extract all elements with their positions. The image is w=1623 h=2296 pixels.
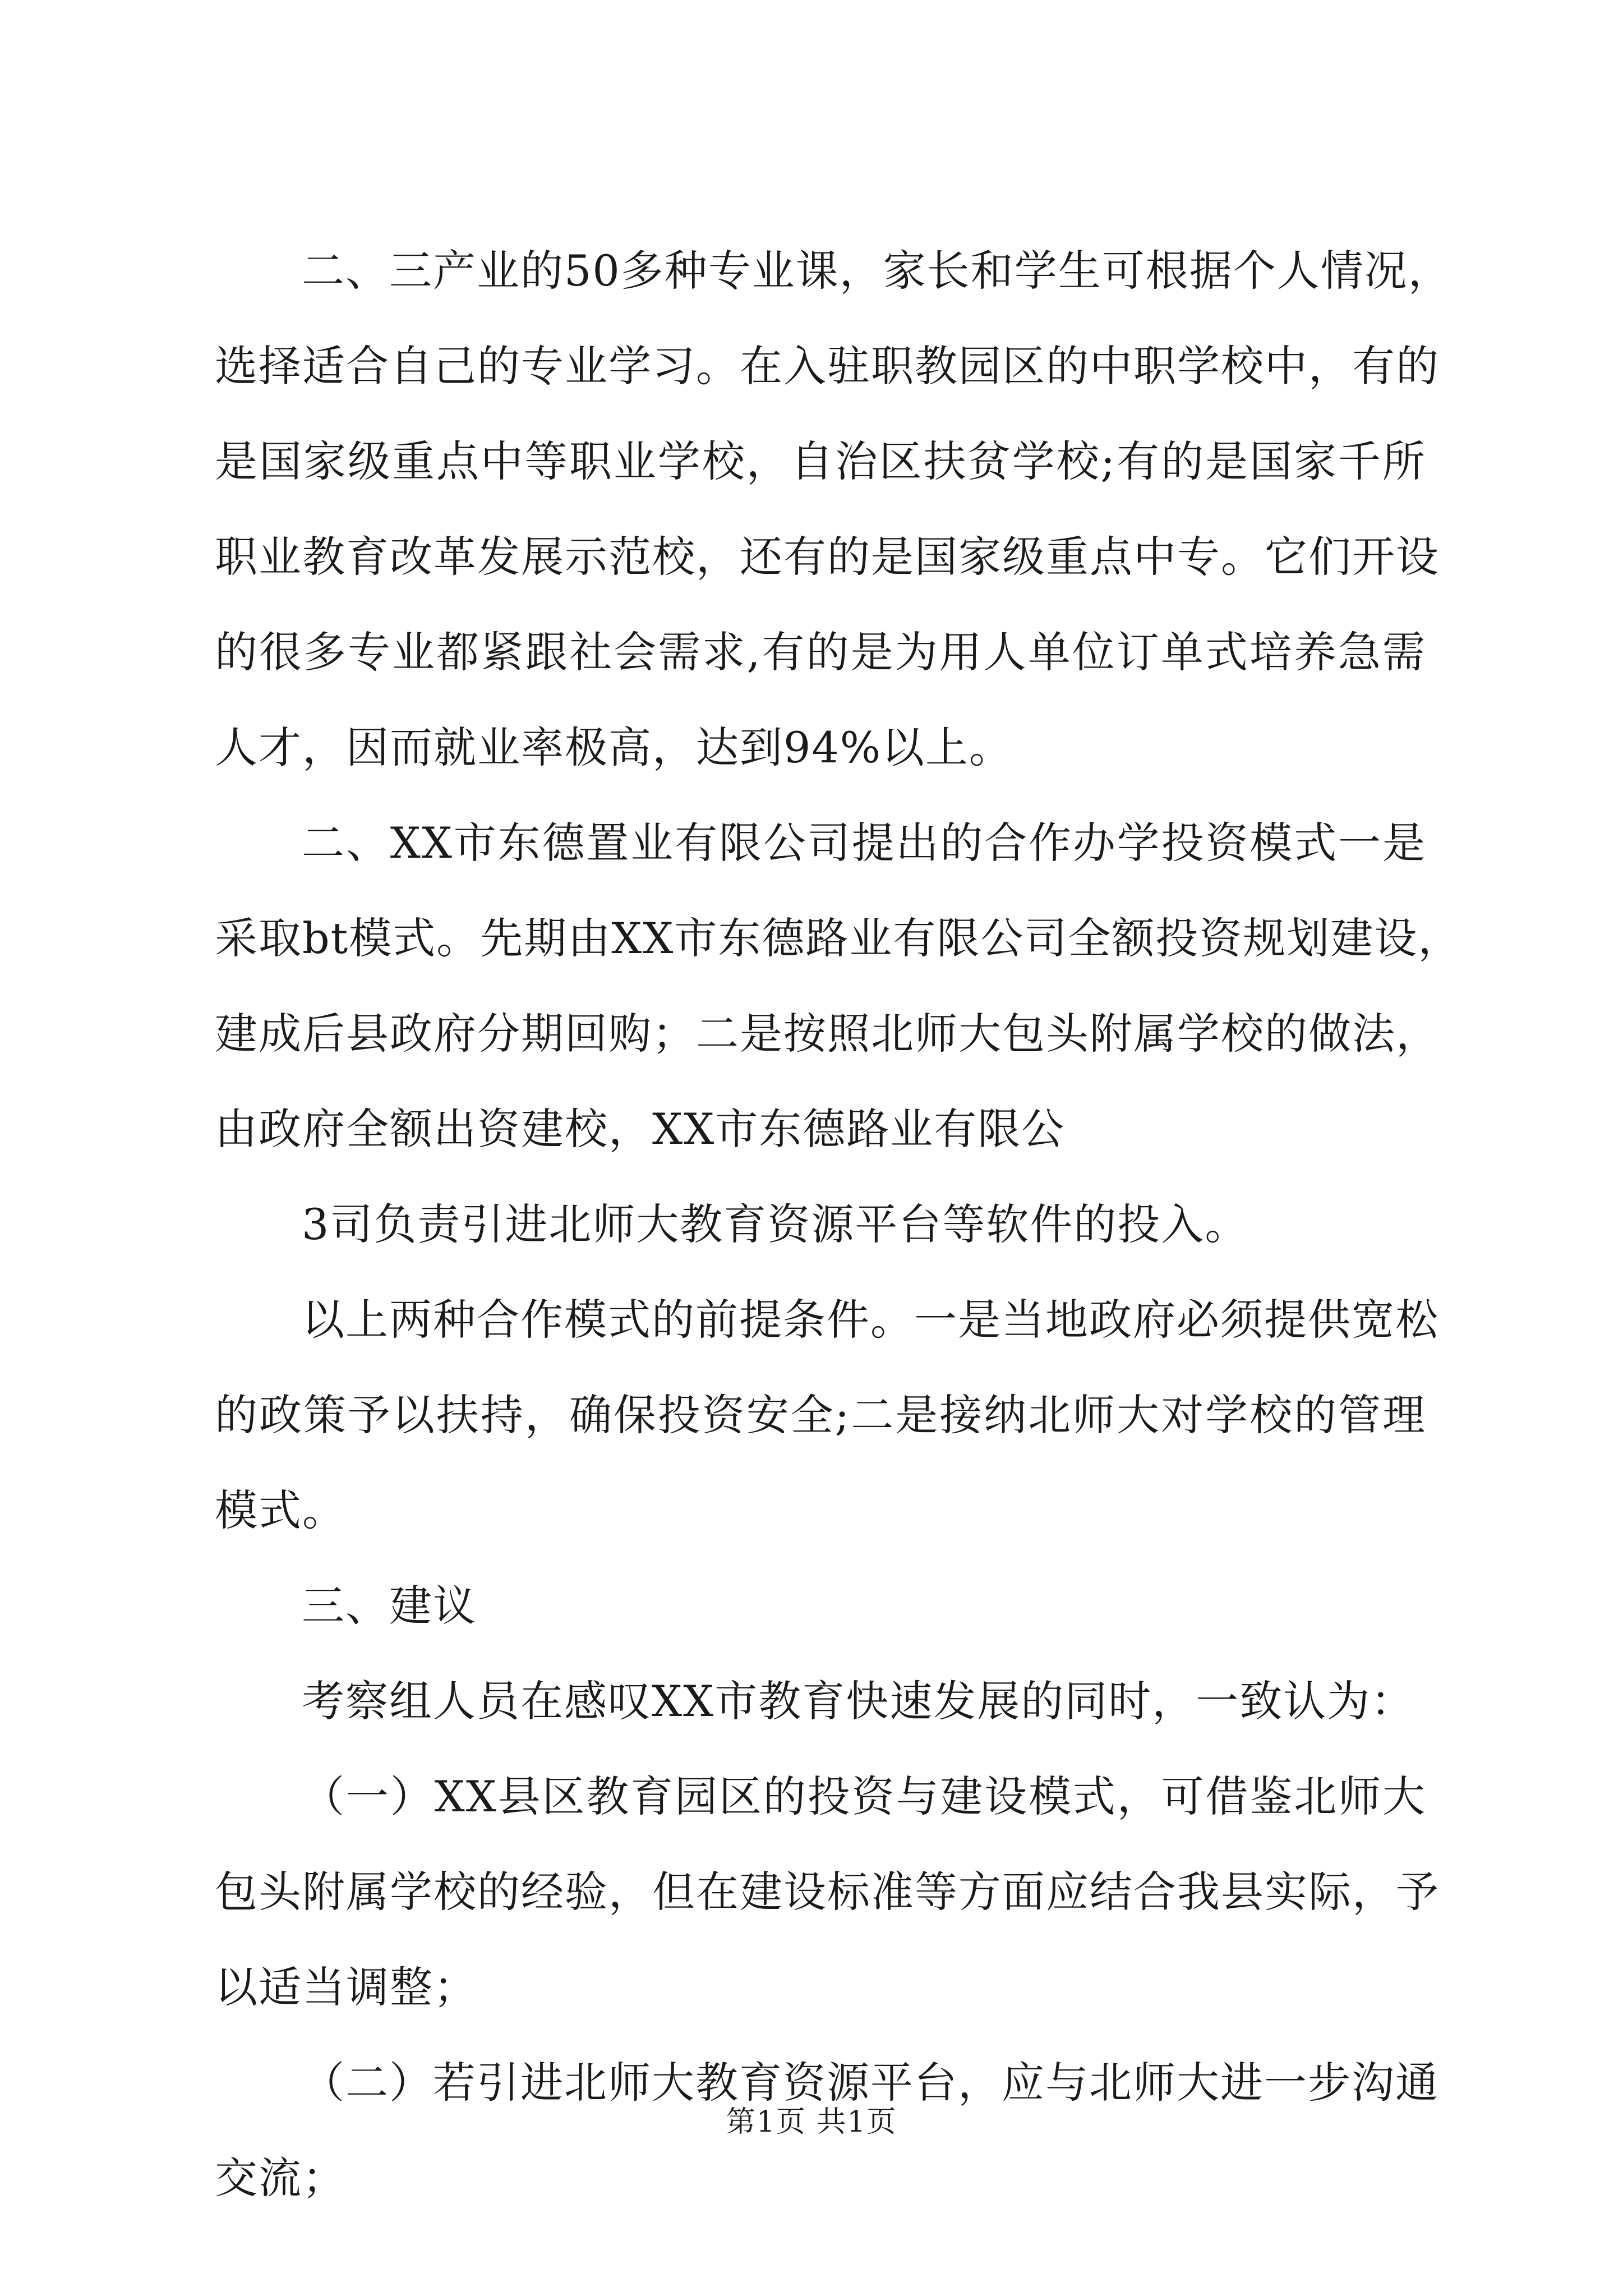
section-heading: 三、建议 xyxy=(302,1581,477,1631)
text-line: 采取bt模式。先期由XX市东德路业有限公司全额投资规划建设， xyxy=(215,913,1462,963)
text-line: 的很多专业都紧跟社会需求,有的是为用人单位订单式培养急需 xyxy=(215,627,1426,677)
text-line: 3司负责引进北师大教育资源平台等软件的投入。 xyxy=(302,1199,1249,1249)
text-line: 建成后县政府分期回购；二是按照北师大包头附属学校的做法， xyxy=(215,1009,1440,1059)
text-line: （二）若引进北师大教育资源平台，应与北师大进一步沟通 xyxy=(302,2058,1439,2108)
text-line: 是国家级重点中等职业学校，自治区扶贫学校;有的是国家千所 xyxy=(215,436,1426,486)
text-line: 考察组人员在感叹XX市教育快速发展的同时，一致认为： xyxy=(302,1676,1415,1726)
text-line: 选择适合自己的专业学习。在入驻职教园区的中职学校中，有的 xyxy=(215,341,1440,391)
text-line: 人才，因而就业率极高，达到94%以上。 xyxy=(215,723,1013,772)
text-line: 交流； xyxy=(215,2153,346,2203)
text-line: （一）XX县区教育园区的投资与建设模式，可借鉴北师大 xyxy=(302,1772,1426,1821)
document-body xyxy=(215,223,1462,2226)
text-line: 包头附属学校的经验，但在建设标准等方面应结合我县实际，予 xyxy=(215,1867,1440,1917)
text-line: 以上两种合作模式的前提条件。一是当地政府必须提供宽松 xyxy=(302,1295,1439,1345)
text-line: 二、XX市东德置业有限公司提出的合作办学投资模式一是 xyxy=(302,818,1426,868)
text-line: 二、三产业的50多种专业课，家长和学生可根据个人情况， xyxy=(302,246,1452,296)
text-line: 的政策予以扶持，确保投资安全;二是接纳北师大对学校的管理 xyxy=(215,1390,1426,1440)
text-line: 由政府全额出资建校，XX市东德路业有限公 xyxy=(215,1104,1066,1154)
page-number-footer: 第1页 共1页 xyxy=(726,2105,897,2139)
text-line: 职业教育改革发展示范校，还有的是国家级重点中专。它们开设 xyxy=(215,532,1440,582)
text-line: 以适当调整； xyxy=(215,1962,477,2012)
text-line: 模式。 xyxy=(215,1485,346,1535)
